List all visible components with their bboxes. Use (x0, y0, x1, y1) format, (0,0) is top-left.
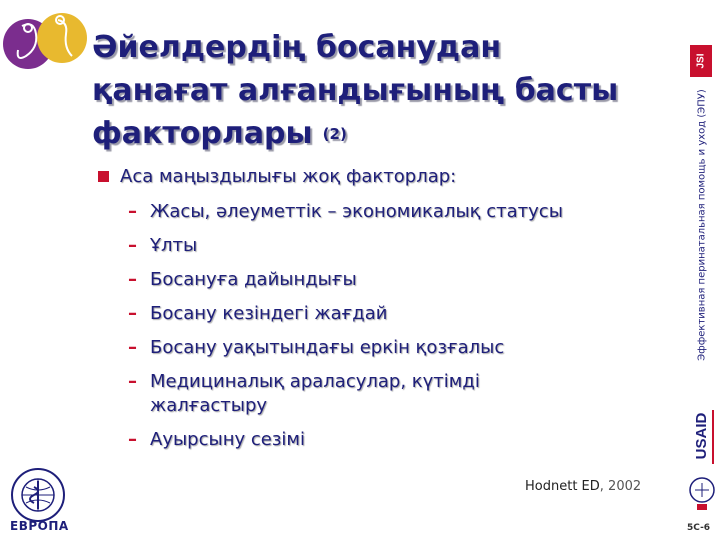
slide-title-line-1: Әйелдердің босанудан (92, 30, 502, 65)
slide-title-line-3-text: факторлары (92, 116, 313, 151)
jsi-logo-text: JSI (695, 53, 707, 69)
dash-bullet-icon: – (128, 235, 137, 256)
list-item-text: Медициналық араласулар, күтімді жалғастыру (150, 371, 480, 416)
slide-number: 5C-6 (687, 523, 711, 533)
list-item-text: Жасы, әлеуметтік – экономикалық статусы (150, 201, 563, 222)
who-europe-caption: ЕВРОПА (10, 519, 69, 533)
main-bullet (98, 166, 456, 187)
list-item-text: Ұлты (150, 235, 198, 256)
side-caption (690, 70, 714, 380)
dash-bullet-icon: – (128, 201, 137, 222)
who-emblem-icon (10, 467, 66, 523)
usaid-logo-icon (688, 406, 716, 514)
list-item (128, 268, 668, 292)
dash-bullet-icon: – (128, 429, 137, 450)
dash-bullet-icon: – (128, 337, 137, 358)
list-item-text: Босануға дайындығы (150, 269, 357, 290)
list-item-text: Босану кезіндегі жағдай (150, 303, 388, 324)
list-item (128, 336, 668, 360)
citation-year: , 2002 (599, 479, 642, 494)
factor-list (128, 200, 668, 462)
list-item (128, 370, 570, 418)
list-item (128, 234, 668, 258)
list-item (128, 200, 668, 224)
dash-bullet-icon: – (128, 303, 137, 324)
side-caption-text: Эффективная перинатальная помощь и уход (ЭПУ) (696, 89, 708, 361)
list-item (128, 302, 668, 326)
list-item-text: Ауырсыну сезімі (150, 429, 305, 450)
list-item-text: Босану уақытындағы еркін қозғалыс (150, 337, 505, 358)
dash-bullet-icon: – (128, 371, 137, 392)
citation-author: Hodnett ED (525, 479, 600, 494)
slide-title-line-2: қанағат алғандығының басты (92, 73, 619, 108)
dash-bullet-icon: – (128, 269, 137, 290)
citation (525, 479, 641, 494)
main-bullet-text: Аса маңыздылығы жоқ факторлар: (120, 166, 457, 187)
slide-title (92, 26, 662, 156)
list-item (128, 428, 668, 452)
program-logo-icon (2, 4, 88, 80)
slide-title-suffix: (2) (322, 125, 347, 143)
square-bullet-icon (98, 171, 109, 182)
slide-title-line-3 (92, 112, 662, 156)
usaid-logo-text: USAID (692, 412, 710, 460)
